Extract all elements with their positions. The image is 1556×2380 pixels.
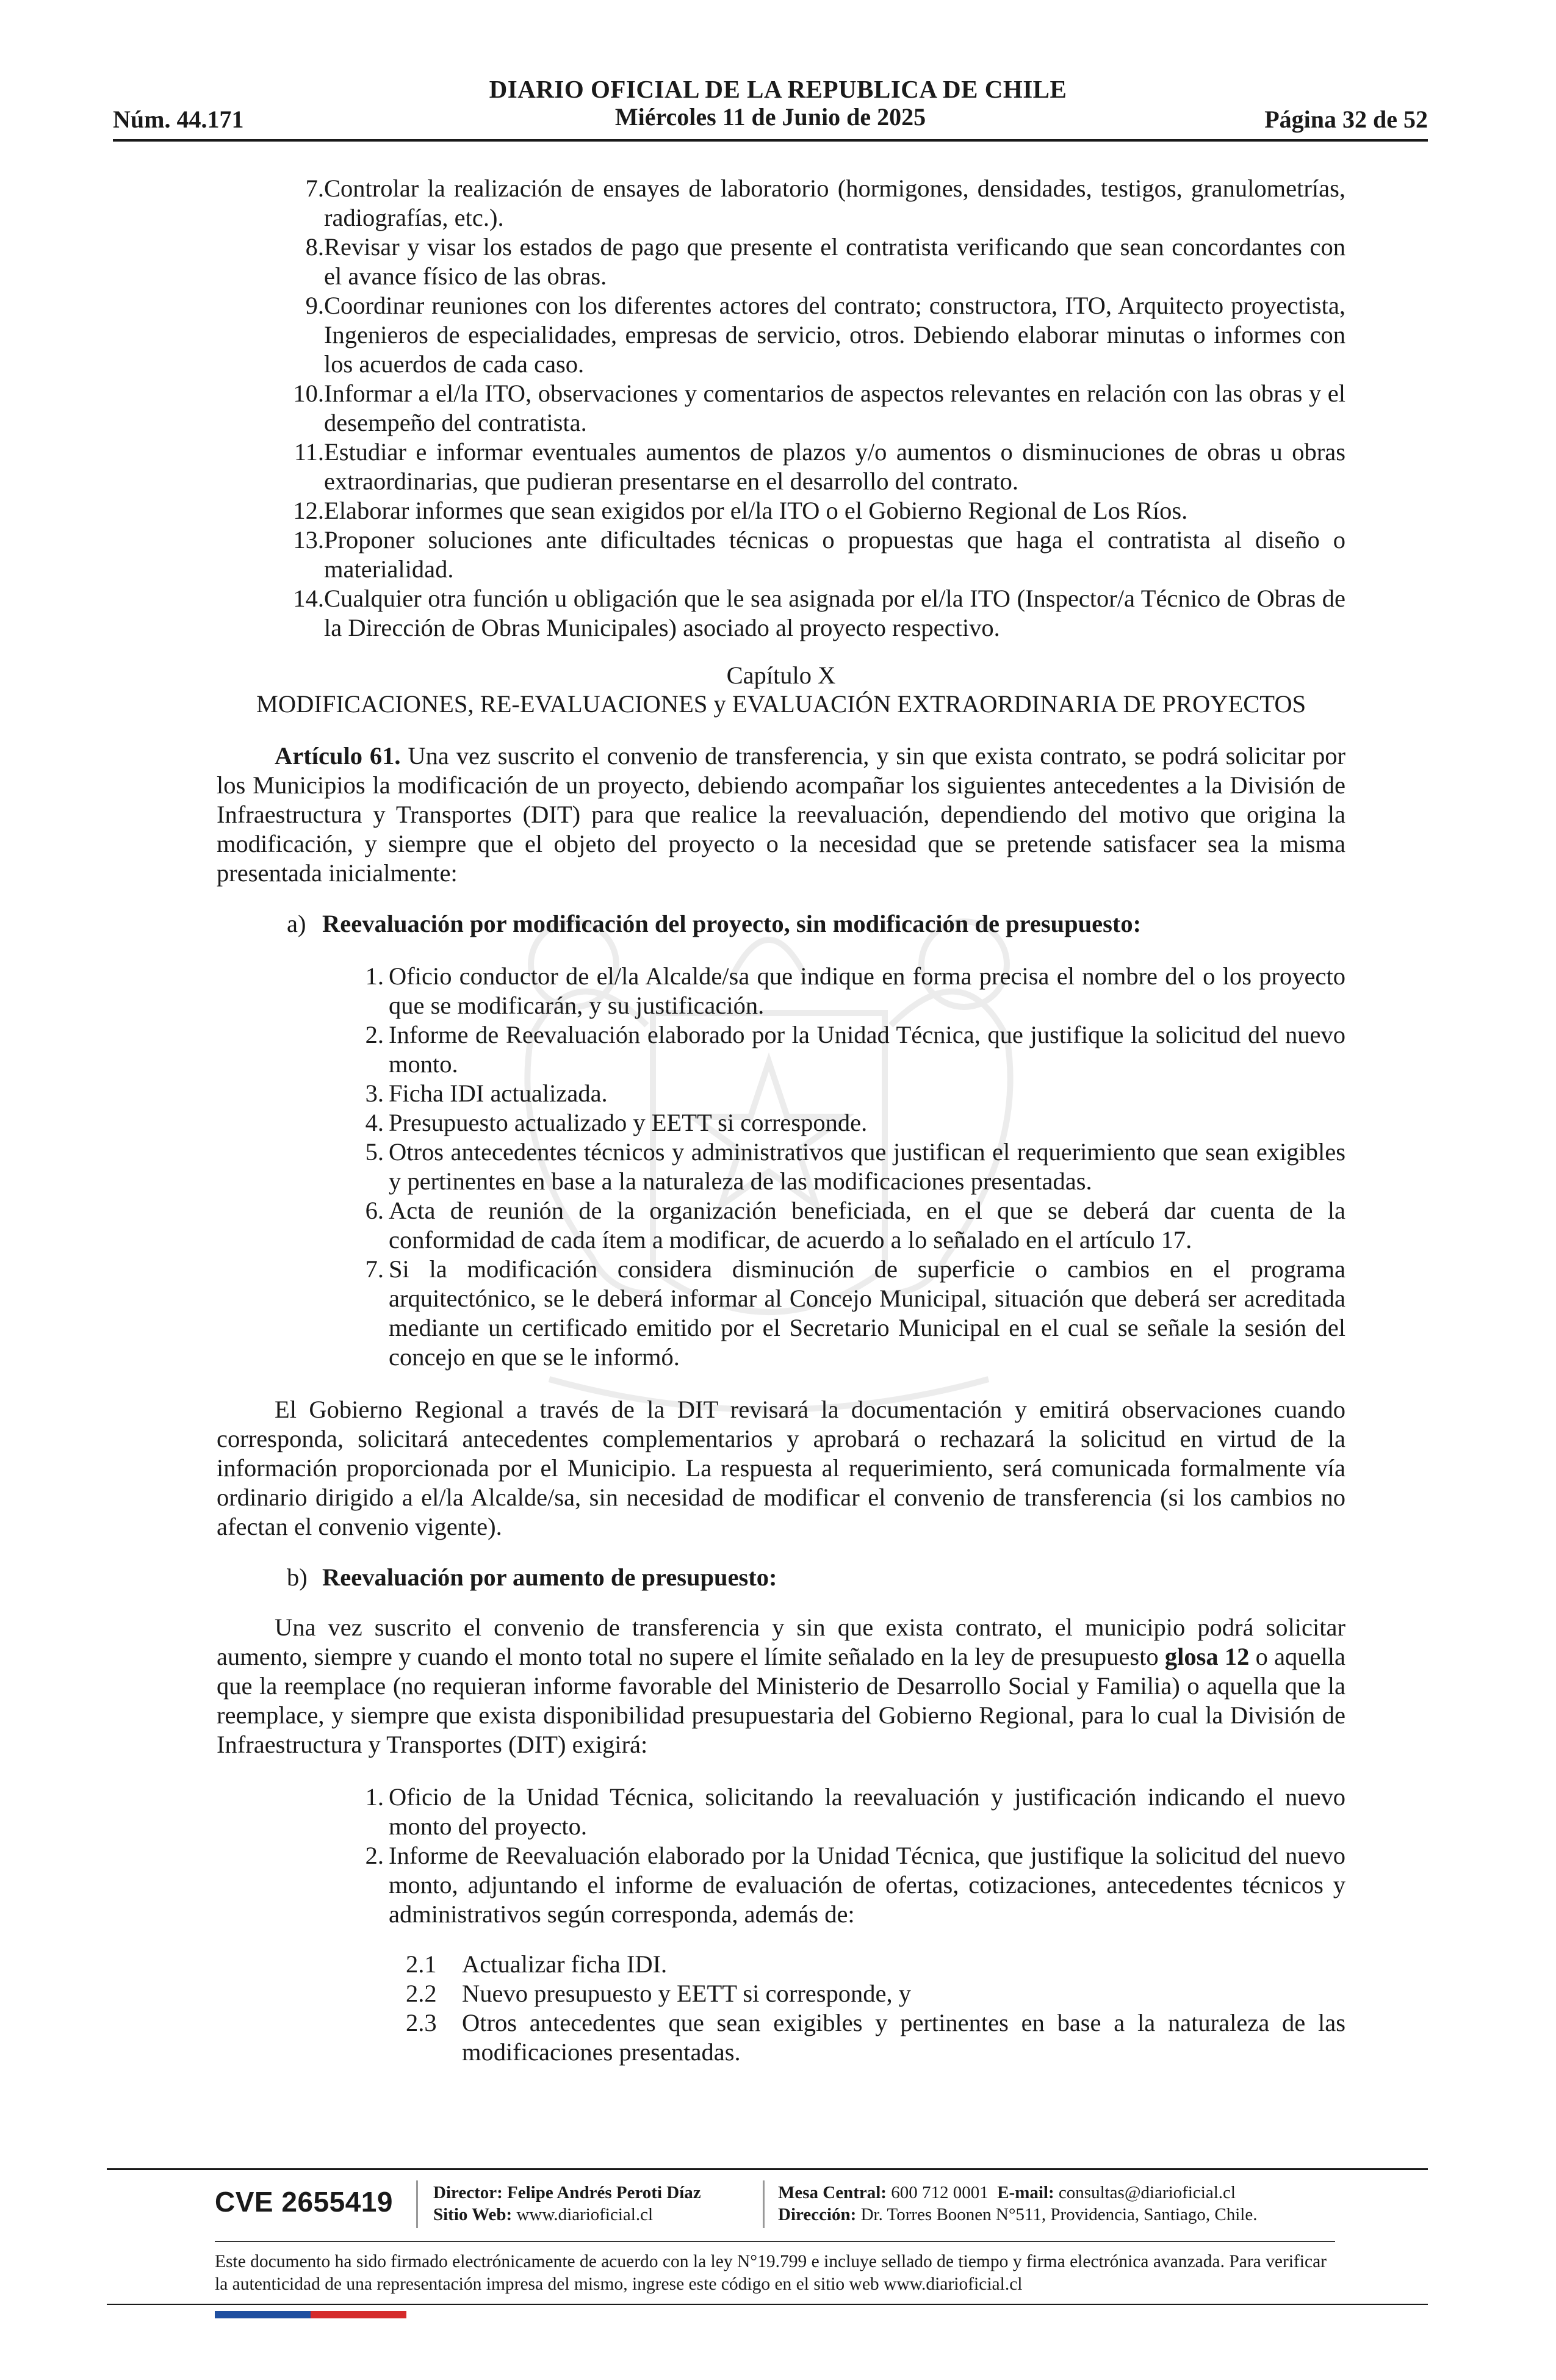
section-a-list	[217, 962, 1345, 1372]
flag-color-bar	[215, 2311, 406, 2318]
list-item: 1. Oficio de la Unidad Técnica, solicitando la reevaluación y justificación indicando el nuevo monto del proyecto.	[365, 1783, 1345, 1840]
footer-director-block: Director: Felipe Andrés Peroti Díaz Sitio Web: www.diarioficial.cl	[433, 2183, 701, 2224]
section-b-heading: b) Reevaluación por aumento de presupuesto:	[287, 1563, 777, 1591]
email-link[interactable]: consultas@diarioficial.cl	[1058, 2183, 1236, 2202]
page-number: Página 32 de 52	[1264, 106, 1428, 133]
document-body	[217, 174, 1345, 2067]
footer-bottom-rule	[107, 2304, 1428, 2305]
section-b-sublist	[217, 1950, 1345, 2067]
list-item: 14. Cualquier otra función u obligación que le sea asignada por el/la ITO (Inspector/a Técnico de Obras de la Dirección de Obras Municipales) asociado al proyecto respectivo.	[293, 585, 1345, 641]
footer-rule	[107, 2168, 1428, 2170]
list-item: 8. Revisar y visar los estados de pago que presente el contratista verificando que sean concordantes con el avance físico de las obras.	[305, 233, 1345, 290]
list-item: 6. Acta de reunión de la organización beneficiada, en el que se deberá dar cuenta de la conformidad de cada ítem a modificar, de acuerdo a lo señalado en el artículo 17.	[365, 1197, 1345, 1253]
issue-number: Núm. 44.171	[113, 106, 244, 133]
flag-red-segment	[311, 2311, 406, 2318]
section-b-list	[217, 1783, 1345, 1929]
section-a-heading: a) Reevaluación por modificación del proyecto, sin modificación de presupuesto:	[287, 910, 1142, 937]
footer-contact-block: Mesa Central: 600 712 0001 E-mail: consultas@diarioficial.cl Dirección: Dr. Torres Boonen N°511, Providencia, Santiago, Chile.	[778, 2183, 1258, 2224]
functions-list	[217, 174, 1345, 643]
header-rule	[113, 139, 1428, 142]
phone-number: 600 712 0001	[891, 2183, 989, 2202]
list-item: 7. Si la modificación considera disminución de superficie o cambios en el programa arquitectónico, se le deberá informar al Concejo Municipal, situación que deberá ser acreditada mediante un certificado emitido por el Secretario Municipal en el cual se señale la sesión del concejo en que se le informó.	[365, 1255, 1345, 1371]
newspaper-title: DIARIO OFICIAL DE LA REPUBLICA DE CHILE	[489, 75, 1067, 103]
director-name: Felipe Andrés Peroti Díaz	[507, 2183, 701, 2202]
list-item: 2.1 Actualizar ficha IDI.	[406, 1950, 668, 1978]
article-label: Artículo 61.	[275, 742, 401, 770]
footer-separator	[416, 2180, 418, 2228]
article-text: Una vez suscrito el convenio de transferencia, y sin que exista contrato, se podrá solicitar por los Municipios la modificación de un proyecto, debiendo acompañar los siguientes antecedentes a la División de Infraestructura y Transportes (DIT) para que realice la reevaluación, dependiendo del motivo que origina la modificación, y siempre que el objeto del proyecto o la necesidad que se pretende satisfacer sea la misma presentada inicialmente:	[217, 742, 1345, 887]
list-item: 2.3 Otros antecedentes que sean exigibles y pertinentes en base a la naturaleza de las modificaciones presentadas.	[406, 2009, 1345, 2066]
list-item: 4. Presupuesto actualizado y EETT si corresponde.	[365, 1109, 868, 1136]
cve-code: CVE 2655419	[215, 2186, 393, 2218]
footer-separator	[763, 2180, 765, 2228]
section-a-closing: El Gobierno Regional a través de la DIT revisará la documentación y emitirá observaciones cuando corresponda, solicitará antecedentes complementarios y aprobará o rechazará la solicitud en virtud de la información proporcionada por el Municipio. La respuesta al requerimiento, será comunicada formalmente vía ordinario dirigido a el/la Alcalde/sa, sin necesidad de modificar el convenio de transferencia (si los cambios no afectan el convenio vigente).	[217, 1396, 1345, 1540]
chapter-heading	[217, 661, 1345, 718]
list-item: 11. Estudiar e informar eventuales aumentos de plazos y/o aumentos o disminuciones de obras u obras extraordinarias, que pudieran presentarse en el desarrollo del contrato.	[294, 438, 1345, 495]
signature-note: Este documento ha sido firmado electrónicamente de acuerdo con la ley N°19.799 e incluye sellado de tiempo y firma electrónica avanzada. Para verificar la autenticidad de una representación impresa del mismo, ingrese este código en el sitio web www.diarioficial.cl	[215, 2252, 1327, 2294]
section-b-intro: Una vez suscrito el convenio de transferencia y sin que exista contrato, el municipio podrá solicitar aumento, siempre y cuando el monto total no supere el límite señalado en la ley de presupuesto glosa 12 o aquella que la reemplace (no requieran informe favorable del Ministerio de Desarrollo Social y Familia) o aquella que la reemplace, y siempre que exista disponibilidad presupuestaria del Gobierno Regional, para lo cual la División de Infraestructura y Transportes (DIT) exigirá:	[217, 1614, 1346, 1758]
website-link[interactable]: www.diarioficial.cl	[516, 2205, 654, 2224]
chapter-number: Capítulo X	[726, 662, 836, 689]
list-item: 12. Elaborar informes que sean exigidos por el/la ITO o el Gobierno Regional de Los Ríos.	[293, 497, 1188, 524]
header-row	[113, 103, 1428, 134]
footer-divider	[215, 2241, 1335, 2242]
list-item: 9. Coordinar reuniones con los diferentes actores del contrato; constructora, ITO, Arquitecto proyectista, Ingenieros de especialidades, empresas de servicio, otros. Debiendo elaborar minutas o informes con los acuerdos de cada caso.	[305, 292, 1345, 378]
flag-blue-segment	[215, 2311, 311, 2318]
list-item: 2. Informe de Reevaluación elaborado por la Unidad Técnica, que justifique la solicitud del nuevo monto, adjuntando el informe de evaluación de ofertas, cotizaciones, antecedentes técnicos y administrativos según corresponda, además de:	[365, 1842, 1345, 1928]
list-item: 10. Informar a el/la ITO, observaciones y comentarios de aspectos relevantes en relación con las obras y el desempeño del contratista.	[293, 380, 1345, 436]
list-item: 5. Otros antecedentes técnicos y administrativos que justifican el requerimiento que sean exigibles y pertinentes en base a la naturaleza de las modificaciones presentadas.	[365, 1138, 1345, 1195]
list-item: 1. Oficio conductor de el/la Alcalde/sa que indique en forma precisa el nombre del o los proyecto que se modificarán, y su justificación.	[365, 962, 1345, 1019]
list-item: 3. Ficha IDI actualizada.	[365, 1080, 608, 1107]
chapter-title: MODIFICACIONES, RE-EVALUACIONES y EVALUACIÓN EXTRAORDINARIA DE PROYECTOS	[256, 690, 1306, 718]
list-item: 2.2 Nuevo presupuesto y EETT si corresponde, y	[406, 1980, 911, 2007]
list-item: 2. Informe de Reevaluación elaborado por la Unidad Técnica, que justifique la solicitud del nuevo monto.	[365, 1021, 1345, 1078]
address: Dr. Torres Boonen N°511, Providencia, Santiago, Chile.	[860, 2205, 1258, 2224]
list-item: 13. Proponer soluciones ante dificultades técnicas o propuestas que haga el contratista al diseño o materialidad.	[293, 526, 1345, 583]
article-61	[217, 741, 1345, 888]
issue-date: Miércoles 11 de Junio de 2025	[614, 103, 926, 131]
list-item: 7. Controlar la realización de ensayes de laboratorio (hormigones, densidades, testigos, granulometrías, radiografías, etc.).	[305, 175, 1345, 231]
